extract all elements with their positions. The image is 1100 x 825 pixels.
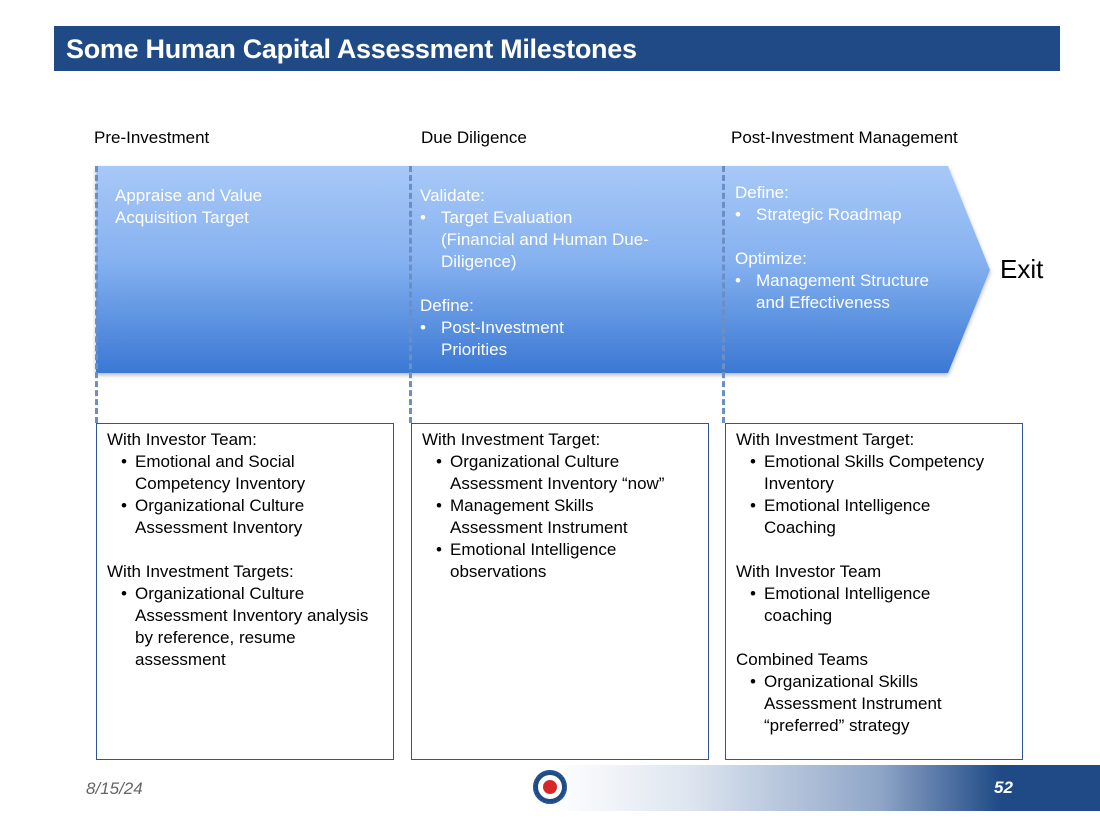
divider-line-1 — [95, 166, 98, 423]
arrow-bullet: • Post-Investment Priorities — [420, 317, 601, 361]
arrow-bullet: • Management Structure and Effectiveness — [735, 270, 956, 314]
target-roundel-logo-icon — [532, 769, 568, 805]
phase-label-post-investment: Post-Investment Management — [731, 128, 958, 147]
box-post-investment — [725, 423, 1023, 760]
box-bullet: • Management Skills Assessment Instrument — [422, 495, 660, 539]
box-heading: With Investor Team: — [107, 430, 257, 449]
arrow-heading-validate: Validate: — [420, 186, 485, 205]
arrow-heading-define: Define: — [420, 296, 474, 315]
phase-label-pre-investment: Pre-Investment — [94, 128, 210, 147]
box-heading: With Investor Team — [736, 562, 882, 581]
arrow-heading-define: Define: — [735, 183, 789, 202]
arrow-section-due-diligence — [420, 185, 650, 361]
exit-label: Exit — [1000, 254, 1044, 284]
box-bullet: • Emotional Intelligence Coaching — [736, 495, 964, 539]
arrow-heading-optimize: Optimize: — [735, 249, 807, 268]
arrow-text-line: Acquisition Target — [115, 208, 249, 227]
box-bullet: • Emotional Intelligence coaching — [736, 583, 964, 627]
box-heading: Combined Teams — [736, 650, 868, 669]
box-bullet: • Organizational Culture Assessment Inventory “now” — [422, 451, 690, 495]
arrow-bullet: • Target Evaluation (Financial and Human Due-Diligence) — [420, 207, 650, 273]
box-bullet: • Organizational Skills Assessment Instrument “preferred” strategy — [736, 671, 974, 737]
box-heading: With Investment Target: — [736, 430, 915, 449]
box-bullet: • Emotional and Social Competency Inventory — [107, 451, 335, 495]
arrow-bullet: • Strategic Roadmap — [735, 204, 965, 226]
box-bullet: • Emotional Skills Competency Inventory — [736, 451, 1014, 495]
box-bullet: • Emotional Intelligence observations — [422, 539, 660, 583]
footer-bar — [548, 765, 1100, 811]
box-heading: With Investment Target: — [422, 430, 601, 449]
slide-title: Some Human Capital Assessment Milestones — [66, 34, 637, 64]
arrow-section-post-investment — [735, 182, 965, 314]
box-pre-investment — [96, 423, 394, 760]
footer-date: 8/15/24 — [86, 779, 143, 798]
page-number: 52 — [994, 778, 1013, 797]
box-due-diligence — [411, 423, 709, 760]
box-bullet: • Organizational Culture Assessment Inventory — [107, 495, 335, 539]
divider-line-2 — [409, 166, 412, 423]
phase-label-due-diligence: Due Diligence — [421, 128, 527, 147]
box-bullet: • Organizational Culture Assessment Inventory analysis by reference, resume assessment — [107, 583, 385, 671]
box-heading: With Investment Targets: — [107, 562, 294, 581]
arrow-text-line: Appraise and Value — [115, 186, 263, 205]
divider-line-3 — [722, 166, 725, 423]
arrow-section-pre-investment — [115, 185, 395, 229]
